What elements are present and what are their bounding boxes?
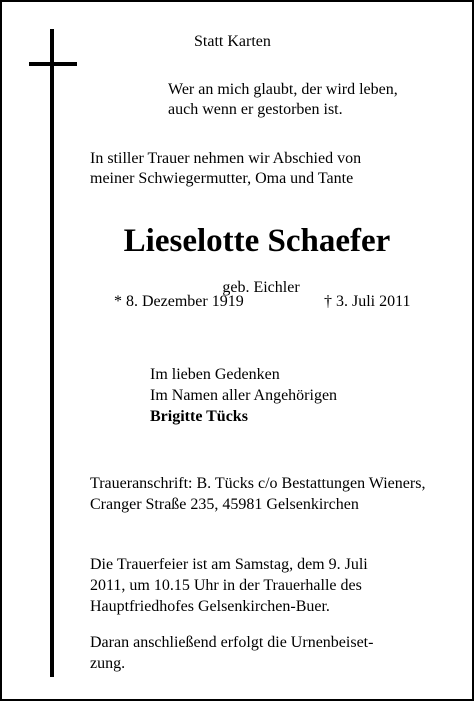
ceremony-line-1: Die Trauerfeier ist am Samstag, dem 9. Juli — [90, 556, 368, 573]
mourners-line-1: Im lieben Gedenken — [150, 366, 280, 383]
urn-line-1: Daran anschließend erfolgt die Urnenbeiset- — [90, 634, 374, 651]
intro-line-1: In stiller Trauer nehmen wir Abschied von — [90, 150, 362, 167]
signer-name: Brigitte Tücks — [150, 408, 248, 425]
statt-karten-text: Statt Karten — [194, 33, 271, 50]
deceased-name: Lieselotte Schaefer — [123, 223, 391, 259]
death-date: † 3. Juli 2011 — [324, 293, 411, 310]
maiden-name: geb. Eichler — [222, 279, 300, 296]
mourners-line-2: Im Namen aller Angehörigen — [150, 387, 338, 404]
cross-icon-horizontal — [29, 62, 77, 66]
cross-icon-vertical — [50, 29, 54, 677]
birth-date: * 8. Dezember 1919 — [114, 293, 244, 310]
address-line-2: Cranger Straße 235, 45981 Gelsenkirchen — [90, 496, 359, 513]
address-line-1: Traueranschrift: B. Tücks c/o Bestattungen Wieners, — [90, 475, 426, 492]
ceremony-line-3: Hauptfriedhofes Gelsenkirchen-Buer. — [90, 598, 330, 615]
ceremony-line-2: 2011, um 10.15 Uhr in der Trauerhalle des — [90, 577, 362, 594]
verse-line-1: Wer an mich glaubt, der wird leben, — [168, 81, 398, 98]
verse-line-2: auch wenn er gestorben ist. — [168, 101, 343, 118]
urn-line-2: zung. — [90, 655, 126, 672]
intro-line-2: meiner Schwiegermutter, Oma und Tante — [90, 170, 354, 187]
